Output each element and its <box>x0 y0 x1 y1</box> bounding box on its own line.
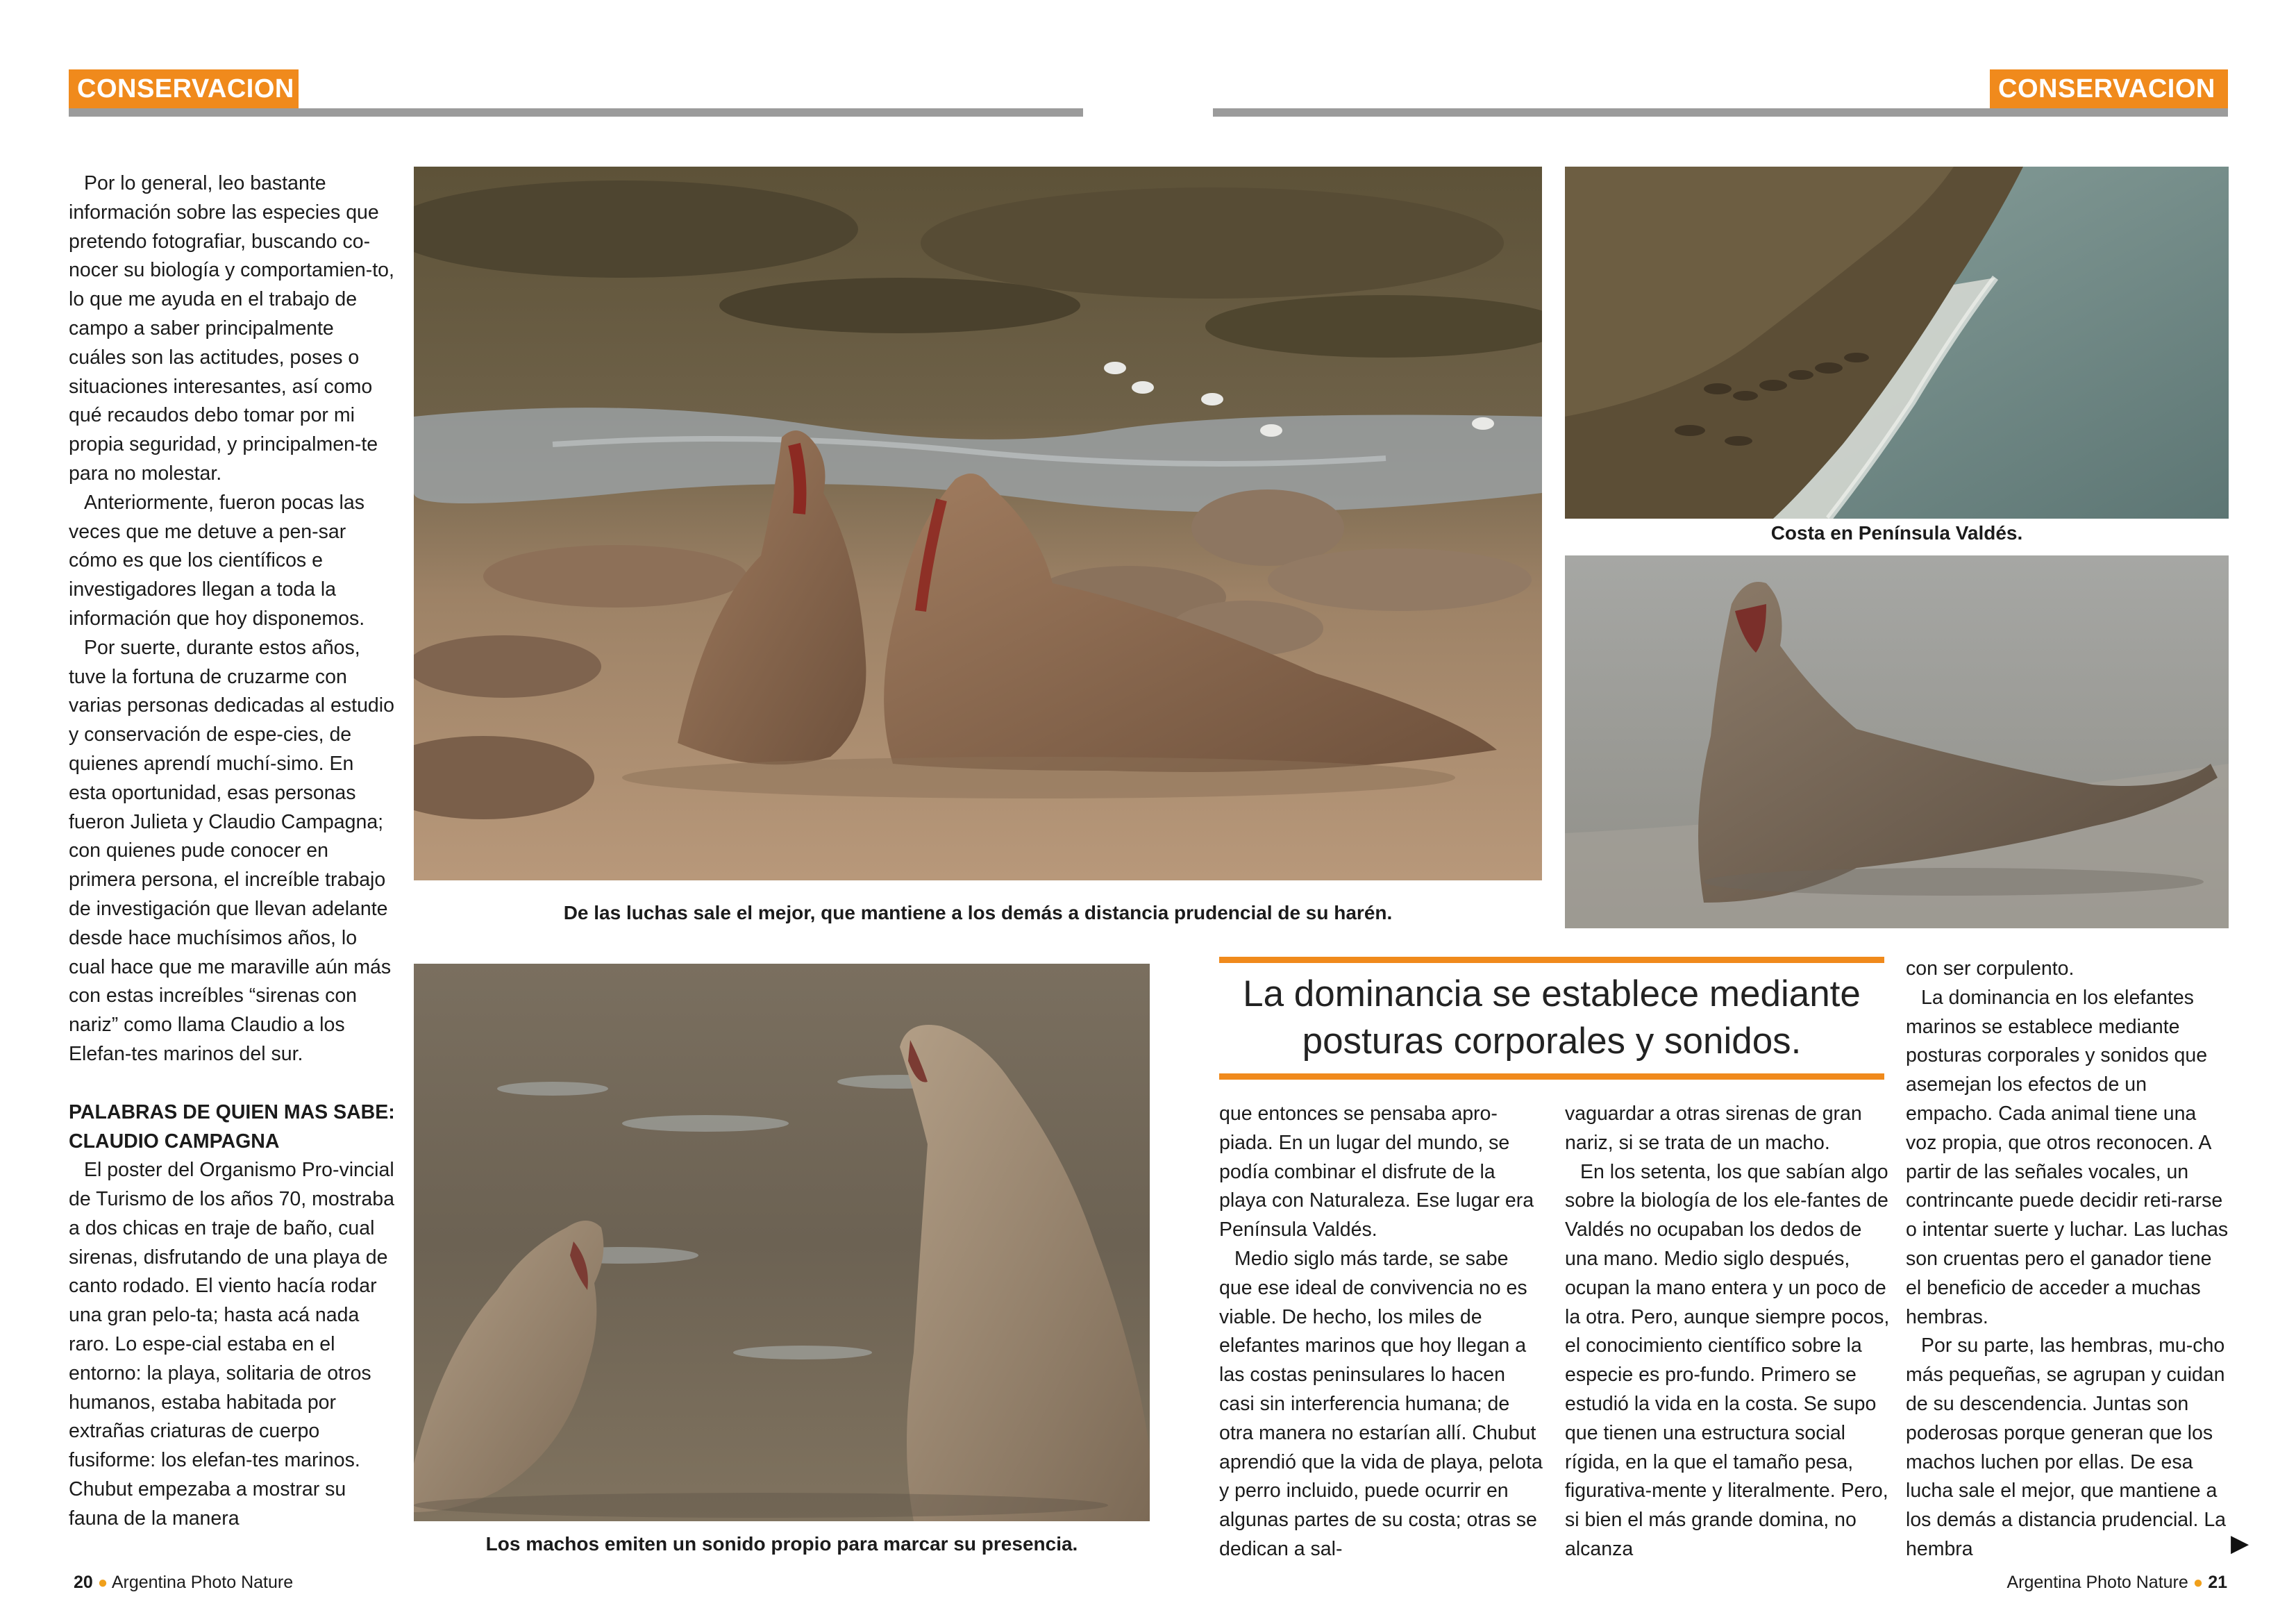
subhead-line-1: PALABRAS DE QUIEN MAS SABE: <box>69 1100 395 1123</box>
section-tag-right: CONSERVACION <box>1990 69 2228 108</box>
paragraph: En los setenta, los que sabían algo sobre la biología de los ele-fantes de Valdés no ocupaban los dedos de una mano. Medio siglo después, ocupan la mano entera y un poco de la otra. Pero, aunque siempre pocos, el conocimiento científico sobre la especie es pro-fundo. Primero se estudió la vida en la costa. Se supo que tienen una estructura social rígida, en la que el tamaño pesa, figurativa-mente y literalmente. Pero, si bien el más grande domina, no alcanza <box>1565 1160 1890 1560</box>
photo-seals-fighting <box>414 167 1542 880</box>
paragraph: que entonces se pensaba apro-piada. En un lugar del mundo, se podía combinar el disfrute de la playa con Naturaleza. Ese lugar era Península Valdés. <box>1219 1103 1534 1241</box>
footer-right <box>2007 1571 2228 1594</box>
left-text-column <box>69 169 395 1534</box>
pull-quote-line-1: La dominancia se establece mediante <box>1243 973 1861 1014</box>
pullquote-rule-top <box>1219 957 1884 963</box>
continue-arrow-icon: ▶ <box>2231 1530 2249 1557</box>
text-column-b <box>1565 1100 1891 1564</box>
caption-coast: Costa en Península Valdés. <box>1770 522 2023 544</box>
page-number-right: 21 <box>2208 1573 2227 1592</box>
paragraph: vaguardar a otras sirenas de gran nariz, si se trata de un macho. <box>1565 1103 1862 1154</box>
pull-quote <box>1219 971 1884 1065</box>
bullet-dot-icon: ● <box>2193 1573 2204 1592</box>
text-column-c <box>1906 955 2229 1564</box>
header-rule-right <box>1213 108 2228 117</box>
photo-seal-roaring <box>1565 555 2229 928</box>
section-tag-left: CONSERVACION <box>69 69 299 108</box>
footer-left <box>74 1571 293 1594</box>
header-rule-left <box>69 108 1083 117</box>
paragraph: Por lo general, leo bastante información sobre las especies que pretendo fotografiar, buscando co-nocer su biología y comportamien-to, lo que me ayuda en el trabajo de campo a saber principalmente cuáles son las actitudes, poses o situaciones interesantes, así como qué recaudos debo tomar por mi propia seguridad, y principalmen-te para no molestar. <box>69 172 394 485</box>
photo-coast-valdes <box>1565 167 2229 519</box>
publication-name-left: Argentina Photo Nature <box>111 1573 294 1592</box>
text-column-a <box>1219 1100 1545 1564</box>
paragraph: Medio siglo más tarde, se sabe que ese ideal de convivencia no es viable. De hecho, los miles de elefantes marinos que hoy llegan a las costas peninsulares lo hacen casi sin interferencia humana; de otra manera no estarían allí. Chubut aprendió que la vida de playa, pelota y perro incluido, puede ocurrir en algunas partes de su costa; otras se dedican a sal- <box>1219 1247 1543 1560</box>
paragraph: La dominancia en los elefantes marinos se establece mediante posturas corporales y sonidos que asemejan los efectos de un empacho. Cada animal tiene una voz propia, que otros reconocen. A partir de las señales vocales, un contrincante puede decidir reti-rarse o intentar suerte y luchar. Las luchas son cruentas pero el ganador tiene el beneficio de acceder a muchas hembras. <box>1906 986 2229 1328</box>
pullquote-rule-bottom <box>1219 1073 1884 1080</box>
paragraph: Por su parte, las hembras, mu-cho más pequeñas, se agrupan y cuidan de su descendencia. Juntas son poderosas porque generan que los machos luchen por ellas. De esa lucha sale el mejor, que mantiene a los demás a distancia prudencial. La hembra <box>1906 1334 2227 1560</box>
pull-quote-line-2: posturas corporales y sonidos. <box>1302 1021 1802 1062</box>
bullet-dot-icon: ● <box>97 1573 108 1592</box>
paragraph: Por suerte, durante estos años, tuve la fortuna de cruzarme con varias personas dedicadas al estudio y conservación de espe-cies, de quienes aprendí muchí-simo. En esta oportunidad, esas personas fueron Julieta y Claudio Campagna; con quienes pude conocer en primera persona, el increíble trabajo de investigación que llevan adelante desde hace muchísimos años, lo cual hace que me maraville aún más con estas increíbles “sirenas con nariz” como llama Claudio a los Elefan-tes marinos del sur. <box>69 636 394 1065</box>
caption-main: De las luchas sale el mejor, que mantiene a los demás a distancia prudencial de su harén. <box>563 902 1393 923</box>
paragraph: con ser corpulento. <box>1906 957 2075 980</box>
subhead-line-2: CLAUDIO CAMPAGNA <box>69 1130 280 1153</box>
publication-name-right: Argentina Photo Nature <box>2006 1573 2188 1592</box>
page-number-left: 20 <box>74 1573 93 1592</box>
photo-males-calling <box>414 964 1150 1521</box>
paragraph: Anteriormente, fueron pocas las veces que me detuve a pen-sar cómo es que los científicos e investigadores llegan a toda la información que hoy disponemos. <box>69 491 365 630</box>
caption-males: Los machos emiten un sonido propio para marcar su presencia. <box>485 1533 1078 1555</box>
paragraph: El poster del Organismo Pro-vincial de Turismo de los años 70, mostraba a dos chicas en traje de baño, cual sirenas, disfrutando de una playa de canto rodado. El viento hacía rodar una gran pelo-ta; hasta acá nada raro. Lo espe-cial estaba en el entorno: la playa, solitaria de otros humanos, estaba habitada por extrañas criaturas de cuerpo fusiforme: los elefan-tes marinos. Chubut empezaba a mostrar su fauna de la manera <box>69 1159 394 1530</box>
